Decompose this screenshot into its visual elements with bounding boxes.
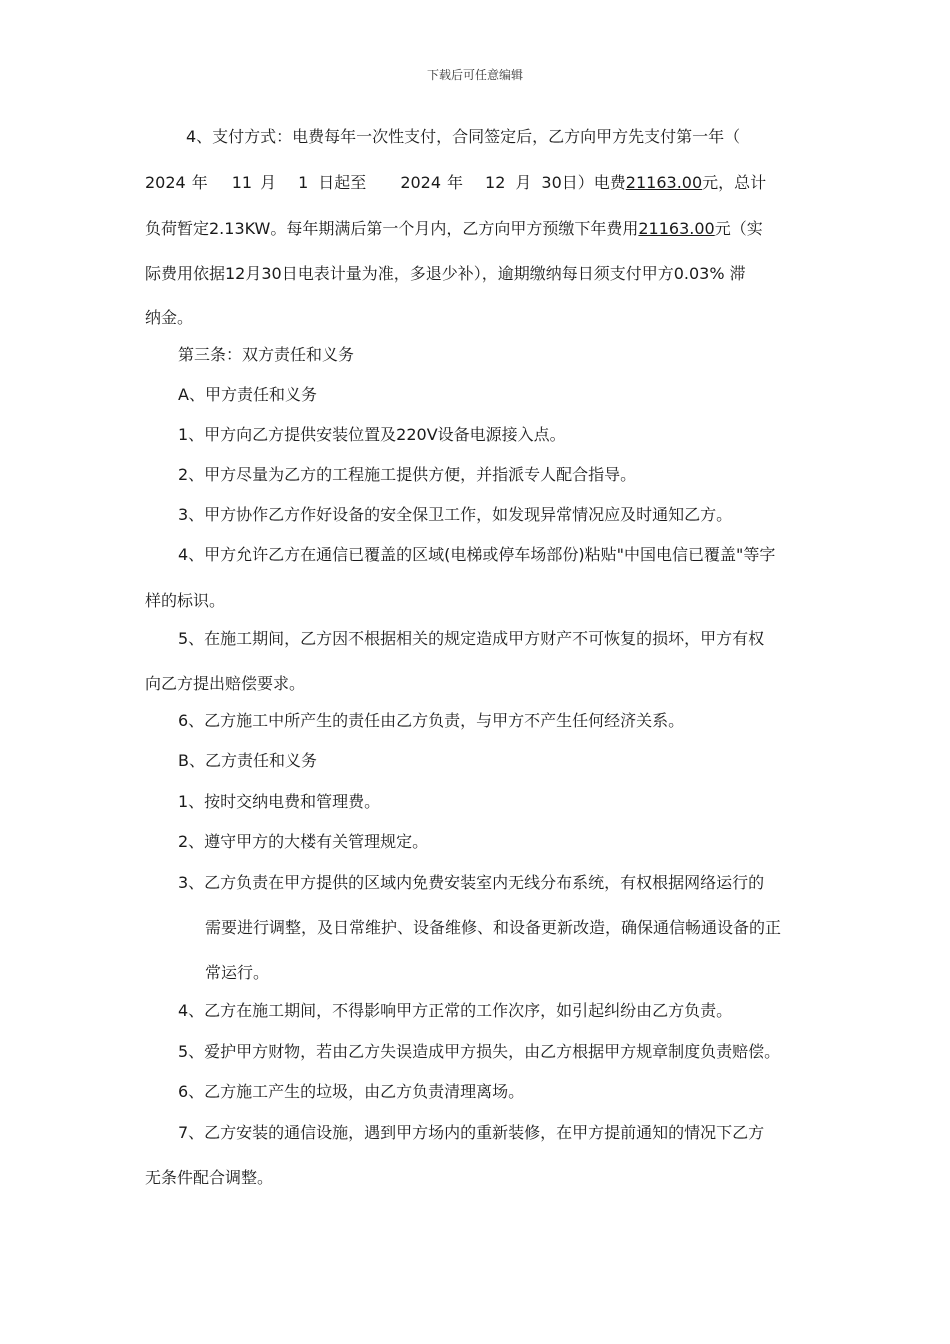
article-3-title: 第三条：双方责任和义务 [178,345,355,364]
start-day: 1 [298,173,309,192]
party-a-item-2: 2、甲方尽量为乙方的工程施工提供方便，并指派专人配合指导。 [178,465,637,484]
payment-line-4: 际费用依据12月30日电表计量为准，多退少补），逾期缴纳每日须支付甲方0.03% 滞 [145,264,746,283]
payment-line-2: 2024 年 11 月 1 日起至 2024 年 12 月 30日）电费21163.00元，总计 [145,173,767,192]
page-header: 下载后可任意编辑 [426,68,523,82]
party-a-item-1: 1、甲方向乙方提供安装位置及220V设备电源接入点。 [178,425,566,444]
payment-line-1: 4、支付方式：电费每年一次性支付，合同签定后，乙方向甲方先支付第一年（ [186,127,741,146]
party-b-item-5: 5、爱护甲方财物，若由乙方失误造成甲方损失，由乙方根据甲方规章制度负责赔偿。 [178,1042,781,1061]
start-month: 11 [231,173,253,192]
end-year: 2024 [400,173,442,192]
start-year: 2024 [145,173,186,192]
party-b-heading: B、乙方责任和义务 [178,751,317,770]
party-b-item-1: 1、按时交纳电费和管理费。 [178,792,381,811]
party-b-item-3-line-2: 需要进行调整，及日常维护、设备维修、和设备更新改造，确保通信畅通设备的正 [205,918,782,937]
party-b-item-3-line-1: 3、乙方负责在甲方提供的区域内免费安装室内无线分布系统，有权根据网络运行的 [178,873,765,892]
party-b-item-2: 2、遵守甲方的大楼有关管理规定。 [178,832,429,851]
party-a-item-4-line-2: 样的标识。 [145,591,226,610]
party-b-item-4: 4、乙方在施工期间，不得影响甲方正常的工作次序，如引起纠纷由乙方负责。 [178,1001,733,1020]
party-a-item-4-line-1: 4、甲方允许乙方在通信已覆盖的区域(电梯或停车场部份)粘贴"中国电信已覆盖"等字 [178,545,776,564]
end-day: 30 [541,173,562,192]
party-a-item-5-line-1: 5、在施工期间，乙方因不根据相关的规定造成甲方财产不可恢复的损坏，甲方有权 [178,629,765,648]
party-a-item-5-line-2: 向乙方提出赔偿要求。 [145,674,306,693]
end-month: 12 [485,173,506,192]
payment-line-5: 纳金。 [145,308,194,327]
party-a-heading: A、甲方责任和义务 [178,385,317,404]
party-a-item-6: 6、乙方施工中所产生的责任由乙方负责，与甲方不产生任何经济关系。 [178,711,685,730]
first-year-fee: 21163.00 [625,173,703,192]
party-b-item-7-line-1: 7、乙方安装的通信设施，遇到甲方场内的重新装修，在甲方提前通知的情况下乙方 [178,1123,765,1142]
party-b-item-6: 6、乙方施工产生的垃圾，由乙方负责清理离场。 [178,1082,525,1101]
payment-line-3: 负荷暂定2.13KW。每年期满后第一个月内，乙方向甲方预缴下年费用21163.00元（实 [145,219,763,238]
party-b-item-3-line-3: 常运行。 [205,963,270,982]
party-b-item-7-line-2: 无条件配合调整。 [145,1168,274,1187]
party-a-item-3: 3、甲方协作乙方作好设备的安全保卫工作，如发现异常情况应及时通知乙方。 [178,505,733,524]
annual-prepay-fee: 21163.00 [638,219,715,238]
